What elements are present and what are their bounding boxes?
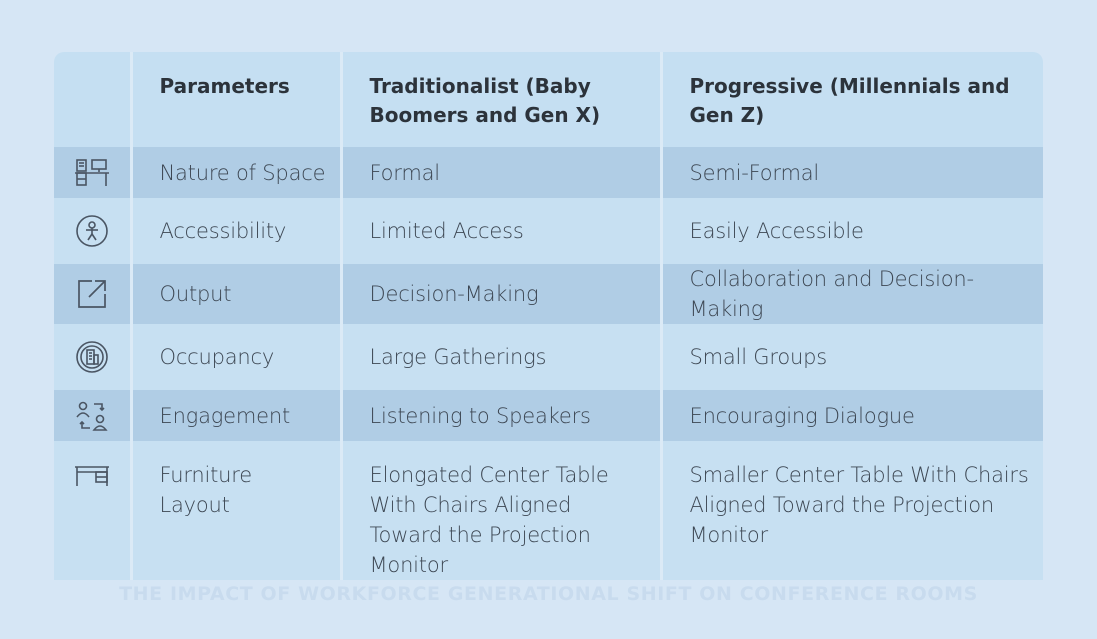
table-row [54, 441, 1043, 580]
table-header-row [54, 52, 1043, 147]
progressive-cell: Small Groups [661, 324, 1043, 390]
figure-caption: THE IMPACT OF WORKFORCE GENERATIONAL SHIFT ON CONFERENCE ROOMS [119, 583, 978, 605]
parameter-cell: Output [131, 264, 341, 324]
table-row [54, 324, 1043, 390]
traditionalist-cell: Listening to Speakers [341, 390, 661, 441]
table-row [54, 390, 1043, 441]
comparison-table [54, 52, 1043, 580]
parameters-header: Parameters [131, 52, 341, 147]
parameter-cell: Occupancy [131, 324, 341, 390]
parameter-cell: Furniture Layout [131, 441, 341, 580]
icon-column-header [54, 52, 131, 147]
row-icon-cell [54, 324, 131, 390]
traditionalist-cell: Decision-Making [341, 264, 661, 324]
traditionalist-cell: Elongated Center Table With Chairs Aligned Toward the Projection Monitor [341, 441, 661, 580]
progressive-cell: Collaboration and Decision-Making [661, 264, 1043, 324]
external-link-icon [76, 278, 108, 310]
parameter-cell: Accessibility [131, 198, 341, 264]
table-row [54, 264, 1043, 324]
person-circle-icon [75, 214, 109, 248]
row-icon-cell [54, 198, 131, 264]
table-row [54, 147, 1043, 198]
traditionalist-cell: Formal [341, 147, 661, 198]
row-icon-cell [54, 264, 131, 324]
comparison-table-card [54, 52, 1043, 577]
progressive-cell: Easily Accessible [661, 198, 1043, 264]
desk-icon [74, 464, 110, 488]
progressive-cell: Smaller Center Table With Chairs Aligned Toward the Projection Monitor [661, 441, 1043, 580]
row-icon-cell [54, 441, 131, 580]
workstation-icon [74, 158, 110, 188]
parameter-cell: Nature of Space [131, 147, 341, 198]
progressive-cell: Semi-Formal [661, 147, 1043, 198]
progressive-header: Progressive (Millennials and Gen Z) [661, 52, 1043, 147]
people-exchange-icon [75, 400, 109, 432]
table-row [54, 198, 1043, 264]
traditionalist-header: Traditionalist (Baby Boomers and Gen X) [341, 52, 661, 147]
building-circle-icon [75, 340, 109, 374]
progressive-cell: Encouraging Dialogue [661, 390, 1043, 441]
row-icon-cell [54, 147, 131, 198]
row-icon-cell [54, 390, 131, 441]
traditionalist-cell: Limited Access [341, 198, 661, 264]
traditionalist-cell: Large Gatherings [341, 324, 661, 390]
parameter-cell: Engagement [131, 390, 341, 441]
